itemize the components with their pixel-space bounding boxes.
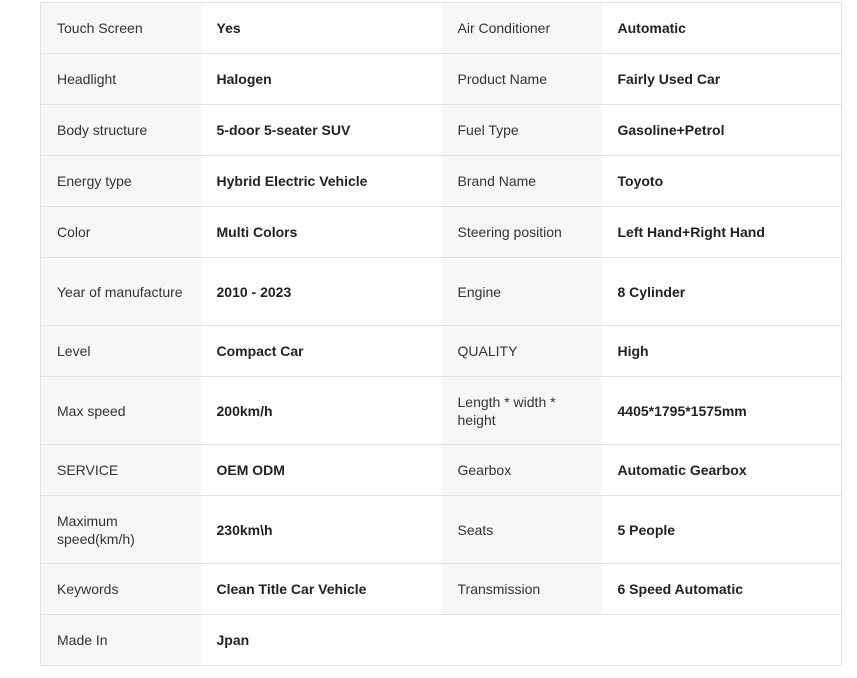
spec-value: Halogen bbox=[201, 54, 442, 105]
spec-value: 8 Cylinder bbox=[602, 258, 842, 326]
table-row bbox=[41, 258, 842, 326]
table-row bbox=[41, 54, 842, 105]
spec-label: Steering position bbox=[442, 207, 602, 258]
spec-value: 2010 - 2023 bbox=[201, 258, 442, 326]
spec-value: Automatic Gearbox bbox=[602, 445, 842, 496]
spec-label: Engine bbox=[442, 258, 602, 326]
spec-label: Level bbox=[41, 326, 201, 377]
spec-label: Air Conditioner bbox=[442, 3, 602, 54]
spec-label: Gearbox bbox=[442, 445, 602, 496]
spec-label: Color bbox=[41, 207, 201, 258]
spec-label: Keywords bbox=[41, 564, 201, 615]
spec-value: 5-door 5-seater SUV bbox=[201, 105, 442, 156]
spec-label: QUALITY bbox=[442, 326, 602, 377]
spec-value bbox=[602, 615, 842, 666]
spec-label: Brand Name bbox=[442, 156, 602, 207]
table-row bbox=[41, 105, 842, 156]
spec-value: Multi Colors bbox=[201, 207, 442, 258]
spec-value: Left Hand+Right Hand bbox=[602, 207, 842, 258]
spec-value: 200km/h bbox=[201, 377, 442, 445]
table-row bbox=[41, 564, 842, 615]
spec-label: Body structure bbox=[41, 105, 201, 156]
spec-value: Hybrid Electric Vehicle bbox=[201, 156, 442, 207]
spec-label: Energy type bbox=[41, 156, 201, 207]
spec-label: Product Name bbox=[442, 54, 602, 105]
spec-value: 4405*1795*1575mm bbox=[602, 377, 842, 445]
spec-value: Yes bbox=[201, 3, 442, 54]
table-row bbox=[41, 377, 842, 445]
spec-label: Max speed bbox=[41, 377, 201, 445]
spec-label: Maximum speed(km/h) bbox=[41, 496, 201, 564]
spec-label: Headlight bbox=[41, 54, 201, 105]
table-row bbox=[41, 156, 842, 207]
spec-label: Length * width * height bbox=[442, 377, 602, 445]
table-row bbox=[41, 326, 842, 377]
table-row bbox=[41, 445, 842, 496]
spec-value: Toyoto bbox=[602, 156, 842, 207]
spec-label: Made In bbox=[41, 615, 201, 666]
spec-value: Gasoline+Petrol bbox=[602, 105, 842, 156]
spec-value: Compact Car bbox=[201, 326, 442, 377]
spec-table-container bbox=[40, 2, 841, 666]
spec-label: Seats bbox=[442, 496, 602, 564]
table-row bbox=[41, 615, 842, 666]
table-row bbox=[41, 3, 842, 54]
spec-label bbox=[442, 615, 602, 666]
table-row bbox=[41, 207, 842, 258]
spec-value: Jpan bbox=[201, 615, 442, 666]
spec-label: Fuel Type bbox=[442, 105, 602, 156]
spec-label: SERVICE bbox=[41, 445, 201, 496]
table-row bbox=[41, 496, 842, 564]
spec-value: Fairly Used Car bbox=[602, 54, 842, 105]
spec-value: 6 Speed Automatic bbox=[602, 564, 842, 615]
spec-value: 5 People bbox=[602, 496, 842, 564]
spec-table bbox=[40, 2, 842, 666]
spec-label: Year of manufacture bbox=[41, 258, 201, 326]
spec-value: Clean Title Car Vehicle bbox=[201, 564, 442, 615]
spec-value: OEM ODM bbox=[201, 445, 442, 496]
spec-value: Automatic bbox=[602, 3, 842, 54]
spec-label: Transmission bbox=[442, 564, 602, 615]
spec-label: Touch Screen bbox=[41, 3, 201, 54]
spec-value: 230km\h bbox=[201, 496, 442, 564]
spec-value: High bbox=[602, 326, 842, 377]
